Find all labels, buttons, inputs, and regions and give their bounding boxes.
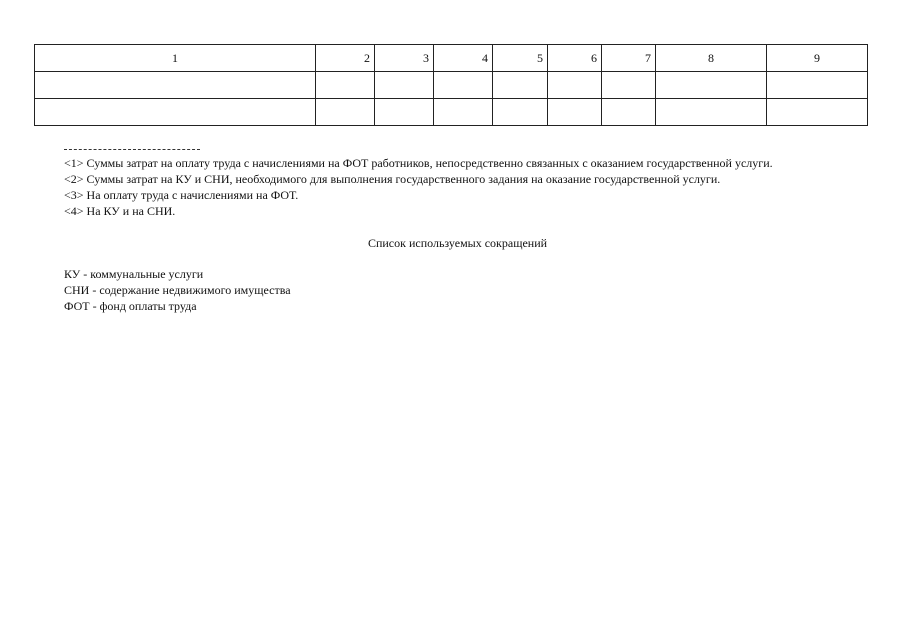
table-row (35, 99, 868, 126)
footnote-1: <1> Суммы затрат на оплату труда с начислениями на ФОТ работников, непосредственно связанных с оказанием государственной услуги. (64, 156, 773, 170)
abbreviations-list (64, 266, 291, 314)
table-header-cell: 9 (767, 45, 868, 72)
table-row (35, 72, 868, 99)
table-cell (656, 99, 767, 126)
table-cell (602, 72, 656, 99)
table-header-cell: 1 (35, 45, 316, 72)
footnote-3: <3> На оплату труда с начислениями на ФОТ. (64, 188, 299, 202)
table-cell (375, 99, 434, 126)
table-header-cell: 3 (375, 45, 434, 72)
table-header-cell: 2 (316, 45, 375, 72)
footnote-2: <2> Суммы затрат на КУ и СНИ, необходимого для выполнения государственного задания на оказание государственной услуги. (64, 172, 721, 186)
table-header-cell: 5 (493, 45, 548, 72)
abbreviation-item: ФОТ - фонд оплаты труда (64, 299, 197, 313)
table-cell (493, 99, 548, 126)
table-cell (35, 99, 316, 126)
table-cell (493, 72, 548, 99)
data-table (34, 44, 868, 126)
table-cell (767, 72, 868, 99)
table-cell (656, 72, 767, 99)
abbreviation-item: СНИ - содержание недвижимого имущества (64, 283, 291, 297)
table-cell (602, 99, 656, 126)
footnotes (64, 146, 773, 219)
table-cell (375, 72, 434, 99)
table-cell (548, 72, 602, 99)
abbreviation-item: КУ - коммунальные услуги (64, 267, 204, 281)
table-header-cell: 7 (602, 45, 656, 72)
footnote-separator (64, 149, 200, 150)
footnote-4: <4> На КУ и на СНИ. (64, 204, 176, 218)
table-cell (548, 99, 602, 126)
table-cell (434, 72, 493, 99)
table-header-cell: 8 (656, 45, 767, 72)
table-cell (767, 99, 868, 126)
abbreviations-title: Список используемых сокращений (367, 236, 548, 250)
table-cell (316, 72, 375, 99)
table-header-cell: 4 (434, 45, 493, 72)
table-cell (35, 72, 316, 99)
table-header-cell: 6 (548, 45, 602, 72)
table-header-row (35, 45, 868, 72)
table-cell (316, 99, 375, 126)
table-cell (434, 99, 493, 126)
